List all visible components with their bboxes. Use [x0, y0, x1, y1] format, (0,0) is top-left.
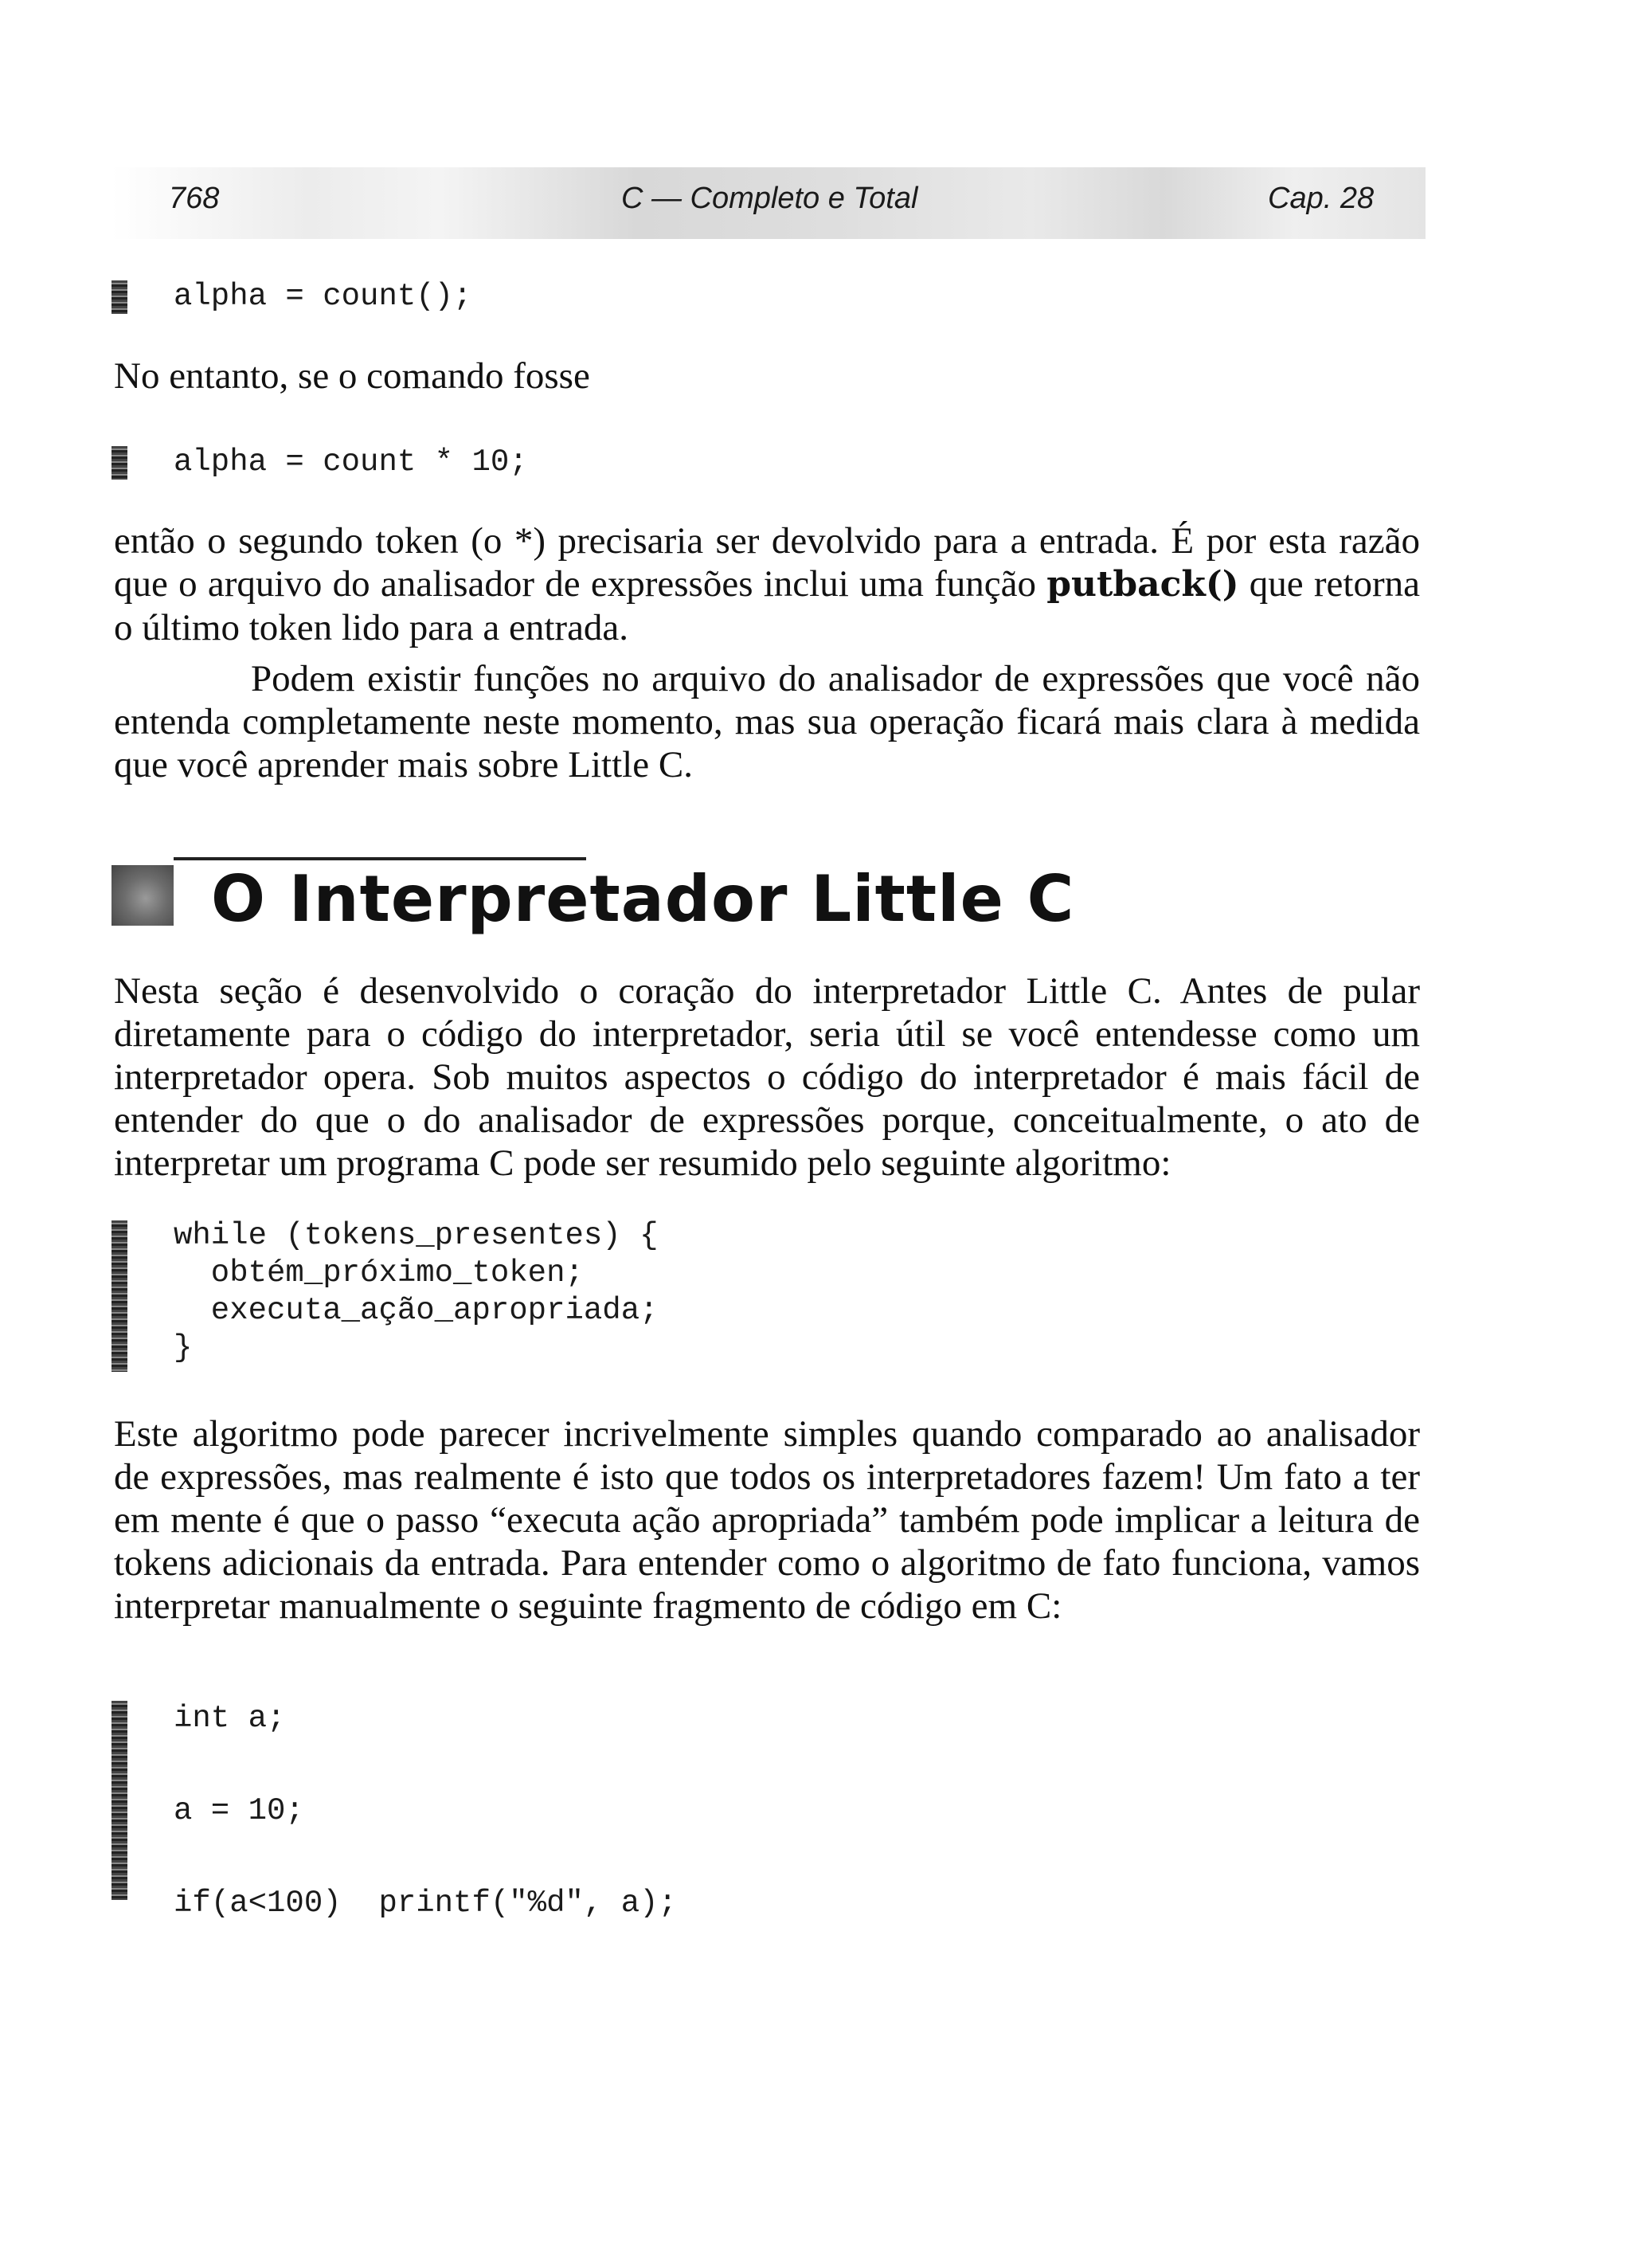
chapter-label: Cap. 28 — [1268, 182, 1375, 215]
paragraph-1: No entanto, se o comando fosse — [114, 355, 590, 397]
paragraph-3: Podem existir funções no arquivo do analisador de expressões que você não entenda completamente neste momento, mas sua operação ficará mais clara à medida que você aprender mais sobre Little C. — [114, 658, 1420, 785]
code-marker — [111, 280, 127, 314]
section-title: O Interpretador Little C — [211, 862, 1075, 936]
section-marker — [111, 865, 174, 926]
code-block-1: alpha = count(); — [174, 279, 472, 314]
code-marker — [111, 1220, 127, 1372]
book-title: C — Completo e Total — [621, 182, 918, 215]
code-block-3: while (tokens_presentes) { obtém_próximo_token; executa_ação_apropriada; } — [174, 1218, 659, 1365]
code-marker — [111, 1701, 127, 1900]
paragraph-2-text: então o segundo token (o *) precisaria ser devolvido para a entrada. É por esta razão que o arquivo do analisador de expressões inclui uma função — [114, 520, 1420, 605]
page-number: 768 — [169, 182, 220, 215]
code-block-2: alpha = count * 10; — [174, 445, 528, 480]
paragraph-2 — [114, 519, 1420, 649]
function-name-putback: putback() — [1046, 564, 1239, 605]
paragraph-5: Este algoritmo pode parecer incrivelmente simples quando comparado ao analisador de expressões, mas realmente é isto que todos os interpretadores fazem! Um fato a ter em mente é que o passo “executa ação apropriada” também pode implicar a leitura de tokens adicionais da entrada. Para entender como o algoritmo de fato funciona, vamos interpretar manualmente o seguinte fragmento de código em C: — [114, 1413, 1420, 1627]
paragraph-2-text-end: que retorna o último token lido para a entrada. — [114, 563, 1420, 648]
section-rule — [174, 857, 586, 860]
code-marker — [111, 446, 127, 480]
code-block-4: int a; a = 10; if(a<100) printf("%d", a); — [174, 1701, 677, 1921]
paragraph-4: Nesta seção é desenvolvido o coração do interpretador Little C. Antes de pular diretamente para o código do interpretador, seria útil se você entendesse como um interpretador opera. Sob muitos aspectos o código do interpretador é mais fácil de entender do que o do analisador de expressões porque, conceitualmente, o ato de interpretar um programa C pode ser resumido pelo seguinte algoritmo: — [114, 970, 1420, 1184]
